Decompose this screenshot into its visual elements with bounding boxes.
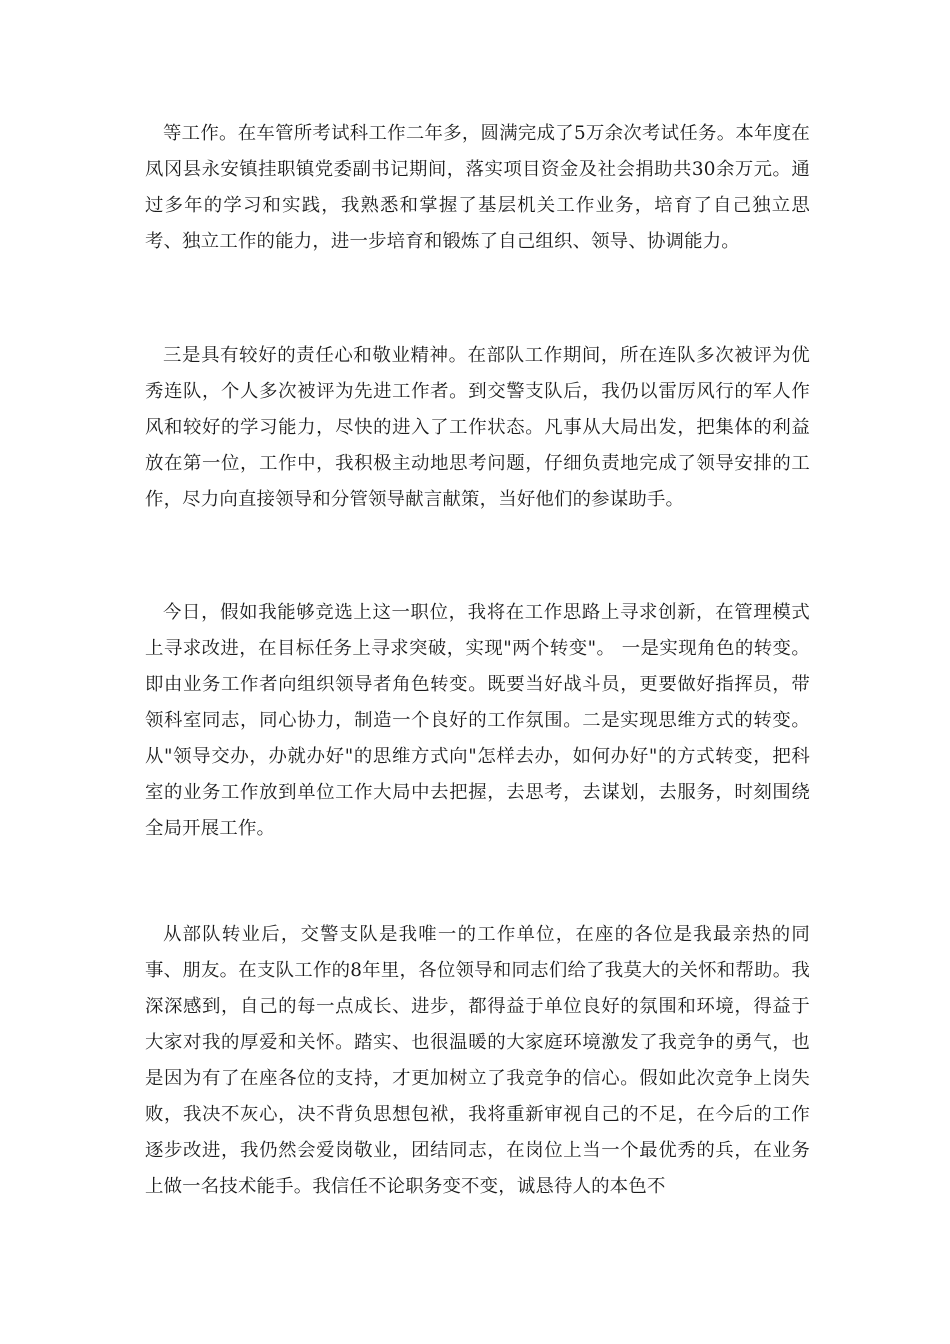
paragraph-work-experience: 等工作。在车管所考试科工作二年多，圆满完成了5万余次考试任务。本年度在凤冈县永安镇挂职镇党委副书记期间，落实项目资金及社会捐助共30余万元。通过多年的学习和实践，我熟悉和掌握了基层机关工作业务，培育了自己独立思考、独立工作的能力，进一步培育和锻炼了自己组织、领导、协调能力。 [145, 123, 810, 252]
paragraph-closing: 从部队转业后，交警支队是我唯一的工作单位，在座的各位是我最亲热的同事、朋友。在支队工作的8年里，各位领导和同志们给了我莫大的关怀和帮助。我深深感到，自己的每一点成长、进步，都得益于单位良好的氛围和环境，得益于大家对我的厚爱和关怀。踏实、也很温暖的大家庭环境激发了我竞争的勇气，也是因为有了在座各位的支持，才更加树立了我竞争的信心。假如此次竞争上岗失败，我决不灰心，决不背负思想包袱，我将重新审视自己的不足，在今后的工作逐步改进，我仍然会爱岗敬业，团结同志，在岗位上当一个最优秀的兵，在业务上做一名技术能手。我信任不论职务变不变，诚恳待人的本色不 [145, 924, 810, 1197]
paragraph-two-transformations: 今日，假如我能够竞选上这一职位，我将在工作思路上寻求创新，在管理模式上寻求改进，在目标任务上寻求突破，实现"两个转变"。 一是实现角色的转变。即由业务工作者向组织领导者角色转变。既要当好战斗员，更要做好指挥员，带领科室同志，同心协力，制造一个良好的工作氛围。二是实现思维方式的转变。从"领导交办，办就办好"的思维方式向"怎样去办，如何办好"的方式转变，把科室的业务工作放到单位工作大局中去把握，去思考，去谋划，去服务，时刻围绕全局开展工作。 [145, 602, 810, 839]
paragraph-responsibility: 三是具有较好的责任心和敬业精神。在部队工作期间，所在连队多次被评为优秀连队，个人多次被评为先进工作者。到交警支队后，我仍以雷厉风行的军人作风和较好的学习能力，尽快的进入了工作状态。凡事从大局出发，把集体的利益放在第一位，工作中，我积极主动地思考问题，仔细负责地完成了领导安排的工作，尽力向直接领导和分管领导献言献策，当好他们的参谋助手。 [145, 345, 810, 510]
